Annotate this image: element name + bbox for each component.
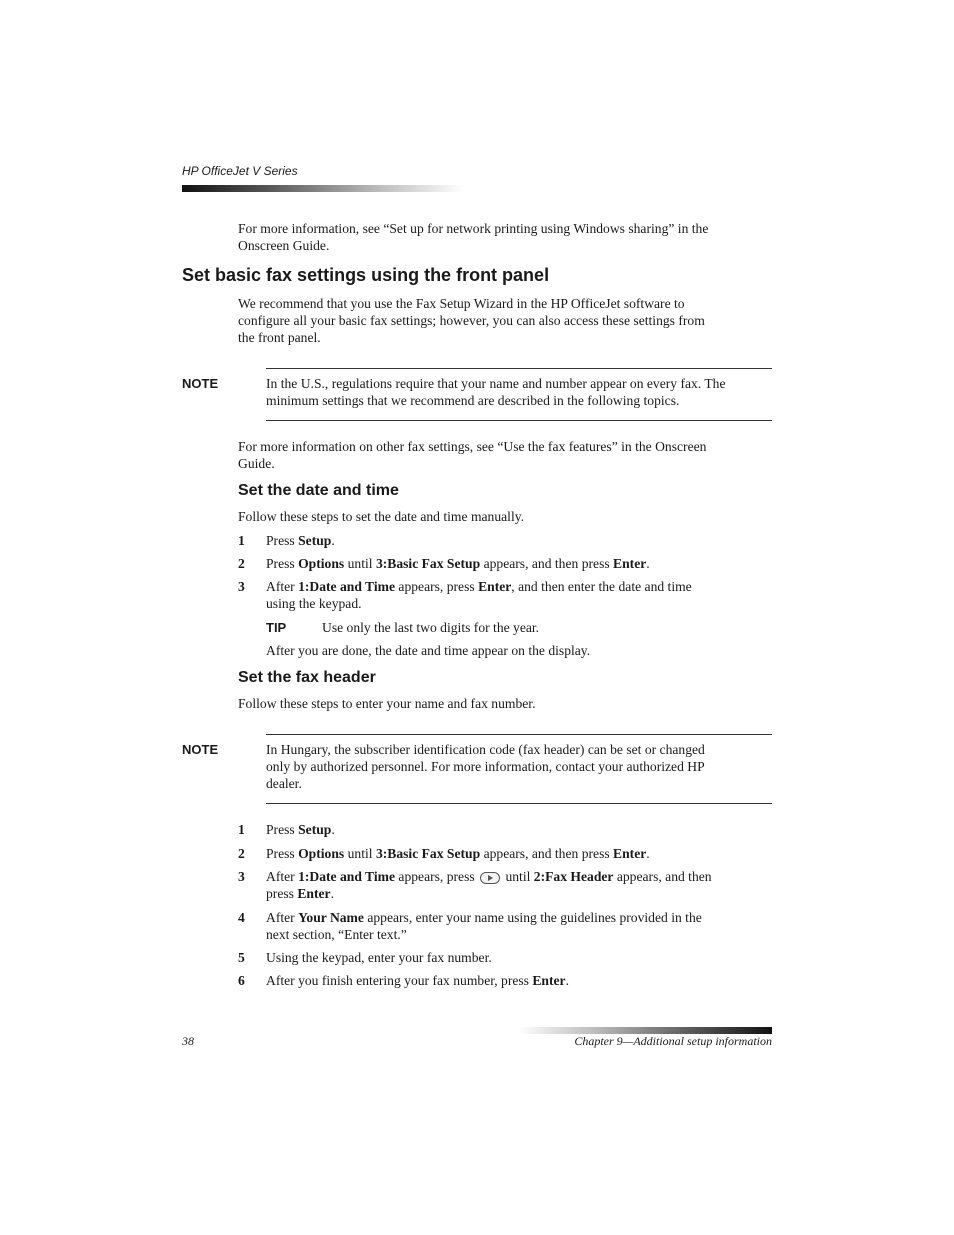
note-2-bottom-rule — [266, 803, 772, 804]
fh-step-3-text — [266, 868, 712, 902]
fh-step-3-line2a: press — [266, 886, 298, 901]
fax-header-title: Set the fax header — [238, 669, 376, 686]
fh-step-6-t2: . — [565, 973, 569, 988]
dt-step-2-b1: Options — [298, 556, 345, 571]
fh-step-2-b3: Enter — [613, 846, 647, 861]
dt-step-3-text — [266, 578, 692, 612]
fh-step-4-t2: appears, enter your name using the guidelines provided in the — [363, 910, 702, 925]
fax-header-lead: Follow these steps to enter your name and fax number. — [238, 696, 536, 711]
fh-step-5-number: 5 — [238, 950, 245, 965]
fh-step-3-t4: appears, and then — [613, 869, 712, 884]
more-info-line-2: Guide. — [238, 456, 275, 471]
fh-step-1-t2: . — [331, 822, 335, 837]
fh-step-3-t3: until — [502, 869, 534, 884]
dt-step-3-line-2: using the keypad. — [266, 596, 362, 611]
dt-step-1-text — [266, 532, 335, 549]
note-1-line-2: minimum settings that we recommend are described in the following topics. — [266, 393, 680, 408]
fh-step-3-number: 3 — [238, 869, 245, 884]
fh-step-3-line2b: Enter — [297, 886, 331, 901]
fh-step-5-text — [266, 949, 492, 966]
dt-step-2-number: 2 — [238, 556, 245, 571]
dt-step-3-t3: , and then enter the date and time — [511, 579, 692, 594]
dt-step-3-t2: appears, press — [395, 579, 479, 594]
dt-step-3-b1: 1:Date and Time — [298, 579, 396, 594]
date-time-title: Set the date and time — [238, 482, 399, 499]
fh-step-2-t4: . — [646, 846, 650, 861]
dt-step-2-b2: 3:Basic Fax Setup — [375, 556, 481, 571]
section-lead-line-2: configure all your basic fax settings; however, you can also access these settings from — [238, 313, 705, 328]
intro-line-2: Onscreen Guide. — [238, 238, 330, 253]
fh-step-6-number: 6 — [238, 973, 245, 988]
dt-step-1-number: 1 — [238, 533, 245, 548]
fh-step-2-number: 2 — [238, 846, 245, 861]
section-title: Set basic fax settings using the front panel — [182, 265, 550, 285]
fh-step-6-text — [266, 972, 569, 989]
fh-step-2-text — [266, 845, 650, 862]
dt-step-2-t2: until — [344, 556, 376, 571]
dt-step-1-t1: Press — [266, 533, 299, 548]
page-number: 38 — [182, 1034, 194, 1048]
note-1-label: NOTE — [182, 376, 219, 391]
dt-step-2-t4: . — [646, 556, 650, 571]
note-2-text — [266, 741, 705, 792]
footer-gradient-bar — [518, 1027, 772, 1034]
fh-step-2-t2: until — [344, 846, 376, 861]
dt-step-1-b1: Setup — [298, 533, 332, 548]
tip-text: Use only the last two digits for the year. — [322, 620, 540, 635]
dt-step-3-number: 3 — [238, 579, 245, 594]
note-1-line-1: In the U.S., regulations require that your name and number appear on every fax. The — [266, 376, 726, 391]
intro-paragraph — [238, 220, 708, 254]
fh-step-2-t3: appears, and then press — [480, 846, 614, 861]
dt-step-3-t1: After — [266, 579, 299, 594]
right-arrow-button-icon — [480, 872, 500, 884]
note-2-top-rule — [266, 734, 772, 735]
fh-step-3-t1: After — [266, 869, 299, 884]
dt-step-1-t2: . — [331, 533, 335, 548]
section-lead-line-1: We recommend that you use the Fax Setup Wizard in the HP OfficeJet software to — [238, 296, 685, 311]
fh-step-1-text — [266, 821, 335, 838]
dt-step-2-t3: appears, and then press — [480, 556, 614, 571]
fh-step-3-t2: appears, press — [395, 869, 479, 884]
note-1-top-rule — [266, 368, 772, 369]
section-lead — [238, 295, 705, 346]
fh-step-2-t1: Press — [266, 846, 299, 861]
header-gradient-bar — [182, 185, 464, 192]
fh-step-3-b1: 1:Date and Time — [298, 869, 396, 884]
fh-step-3-line2c: . — [330, 886, 334, 901]
dt-step-2-t1: Press — [266, 556, 299, 571]
fh-step-2-b2: 3:Basic Fax Setup — [375, 846, 481, 861]
fh-step-4-b1: Your Name — [298, 910, 364, 925]
fh-step-4-number: 4 — [238, 910, 245, 925]
fh-step-1-b1: Setup — [298, 822, 332, 837]
fh-step-2-b1: Options — [298, 846, 345, 861]
note-2-line-3: dealer. — [266, 776, 302, 791]
note-1-text — [266, 375, 726, 409]
fh-step-6-b1: Enter — [532, 973, 566, 988]
tip-label: TIP — [266, 620, 287, 635]
chapter-footer: Chapter 9—Additional setup information — [574, 1034, 772, 1048]
fh-step-4-text — [266, 909, 702, 943]
note-2-line-1: In Hungary, the subscriber identification code (fax header) can be set or changed — [266, 742, 705, 757]
dt-step-3-b2: Enter — [478, 579, 512, 594]
more-info-paragraph — [238, 438, 706, 472]
date-time-after: After you are done, the date and time appear on the display. — [266, 643, 591, 658]
more-info-line-1: For more information on other fax settings, see “Use the fax features” in the Onscreen — [238, 439, 707, 454]
note-2-label: NOTE — [182, 742, 219, 757]
section-lead-line-3: the front panel. — [238, 330, 321, 345]
date-time-lead: Follow these steps to set the date and time manually. — [238, 509, 525, 524]
fh-step-6-t1: After you finish entering your fax number, press — [266, 973, 533, 988]
fh-step-4-t1: After — [266, 910, 299, 925]
fh-step-1-t1: Press — [266, 822, 299, 837]
fh-step-5-t1: Using the keypad, enter your fax number. — [266, 950, 492, 965]
fh-step-3-b2: 2:Fax Header — [533, 869, 614, 884]
note-2-line-2: only by authorized personnel. For more information, contact your authorized HP — [266, 759, 705, 774]
running-head: HP OfficeJet V Series — [182, 164, 298, 178]
fh-step-4-line-2: next section, “Enter text.” — [266, 927, 407, 942]
note-1-bottom-rule — [266, 420, 772, 421]
dt-step-2-text — [266, 555, 650, 572]
intro-line-1: For more information, see “Set up for network printing using Windows sharing” in the — [238, 221, 709, 236]
fh-step-1-number: 1 — [238, 822, 245, 837]
dt-step-2-b3: Enter — [613, 556, 647, 571]
